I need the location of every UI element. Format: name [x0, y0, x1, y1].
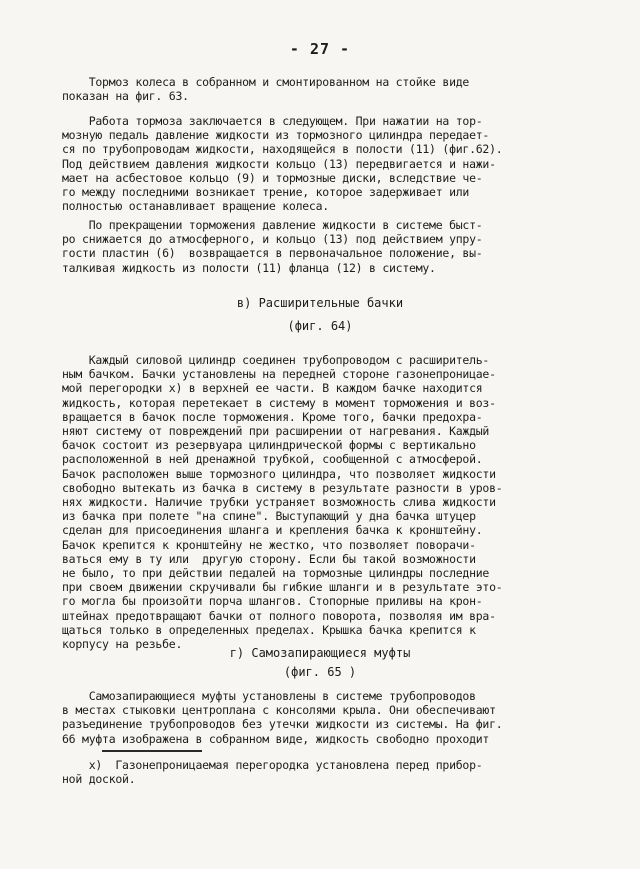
text-line: жидкость, которая перетекает в систему в момент торможения и воз-	[62, 395, 496, 410]
text-line: Под действием давления жидкости кольцо (13) передвигается и нажи-	[62, 156, 496, 171]
paragraph	[62, 689, 602, 746]
paragraph	[62, 353, 602, 651]
text-line: не было, то при действии педалей на тормозные цилиндры последние	[62, 566, 490, 581]
text-line: Тормоз колеса в собранном и смонтированном на стойке виде	[62, 75, 470, 89]
text-line: штейнах предотвращают бачки от полного поворота, позволяя им вра-	[62, 608, 496, 623]
text-line: Бачок крепится к кронштейну не жестко, что позволяет поворачи-	[62, 537, 476, 552]
text-line: мой перегородки x) в верхней ее части. В каждом бачке находится	[62, 381, 483, 396]
text-line: нях жидкости. Наличие трубки устраняет возможность слива жидкости	[62, 495, 496, 510]
text-line: разъединение трубопроводов без утечки жидкости из системы. На фиг.	[62, 717, 503, 732]
text-line: няют систему от повреждений при расширении от нагревания. Каждый	[62, 424, 490, 439]
text-line: ваться ему в ту или другую сторону. Если бы такой возможности	[62, 551, 476, 566]
text-line: показан на фиг. 63.	[62, 89, 189, 104]
section-heading: в) Расширительные бачки	[236, 296, 404, 310]
paragraph	[62, 75, 602, 103]
text-line: полностью останавливает вращение колеса.	[62, 199, 329, 214]
text-line: бачок состоит из резервуара цилиндрической формы с вертикально	[62, 438, 476, 453]
text-line: талкивая жидкость из полости (11) фланца (12) в систему.	[62, 260, 436, 275]
text-line: щаться только в определенных пределах. Крышка бачка крепится к	[62, 622, 476, 637]
paragraph	[62, 218, 602, 275]
text-line: Бачок расположен выше тормозного цилиндра, что позволяет жидкости	[62, 466, 496, 481]
figure-reference: (фиг. 64)	[287, 319, 353, 333]
text-line: ро снижается до атмосферного, и кольцо (13) под действием упру-	[62, 232, 483, 247]
page-number: - 27 -	[289, 40, 351, 58]
footnote-separator	[102, 750, 202, 752]
text-line: гости пластин (6) возвращается в первоначальное положение, вы-	[62, 246, 483, 261]
figure-reference: (фиг. 65 )	[283, 665, 357, 679]
text-line: корпусу на резьбе.	[62, 637, 183, 652]
text-line: ся по трубопроводам жидкости, находящейся в полости (11) (фиг.62).	[62, 142, 503, 157]
text-line: вращается в бачок после торможения. Кроме того, бачки предохра-	[62, 409, 483, 424]
text-line: Работа тормоза заключается в следующем. При нажатии на тор-	[62, 114, 483, 128]
text-line: По прекращении торможения давление жидкости в системе быст-	[62, 218, 483, 232]
paragraph	[62, 114, 602, 213]
text-line: Каждый силовой цилиндр соединен трубопроводом с расширитель-	[62, 353, 490, 367]
section-heading: г) Самозапирающиеся муфты	[229, 646, 411, 660]
text-line: сделан для присоединения шланга и крепления бачка к кронштейну.	[62, 523, 483, 538]
text-line: го могла бы произойти порча шлангов. Стопорные приливы на крон-	[62, 594, 483, 609]
text-line: ным бачком. Бачки установлены на передней стороне газонепроницае-	[62, 367, 496, 382]
text-line: расположенной в ней дренажной трубкой, сообщенной с атмосферой.	[62, 452, 483, 467]
text-line: при своем движении скручивали бы гибкие шланги и в результате это-	[62, 580, 503, 595]
text-line: в местах стыковки центроплана с консолями крыла. Они обеспечивают	[62, 703, 496, 718]
text-line: го между последними возникает трение, которое задерживает или	[62, 185, 470, 200]
text-line: Самозапирающиеся муфты установлены в системе трубопроводов	[62, 689, 476, 703]
text-line: 66 муфта изображена в собранном виде, жидкость свободно проходит	[62, 731, 490, 746]
text-line: из бачка при полете "на спине". Выступающий у дна бачка штуцер	[62, 509, 476, 524]
footnote	[62, 758, 602, 786]
footnote-line: ной доской.	[62, 772, 136, 787]
footnote-line: x) Газонепроницаемая перегородка установлена перед прибор-	[62, 758, 483, 772]
text-line: свободно вытекать из бачка в систему в результате разности в уров-	[62, 480, 503, 495]
text-line: мозную педаль давление жидкости из тормозного цилиндра передает-	[62, 128, 490, 143]
text-line: мает на асбестовое кольцо (9) и тормозные диски, вследствие че-	[62, 170, 483, 185]
